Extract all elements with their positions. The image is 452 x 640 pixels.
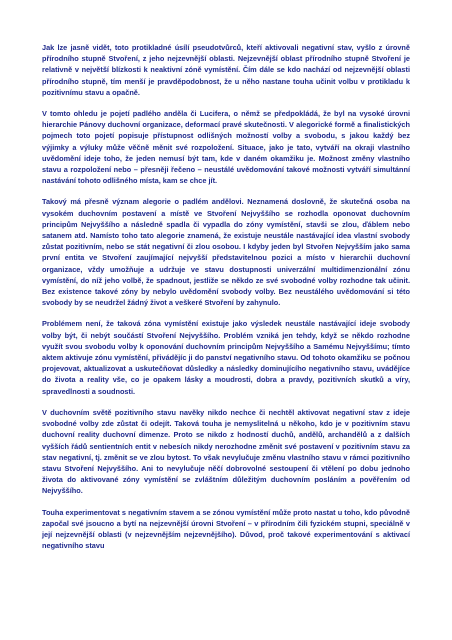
paragraph-5: V duchovním světě pozitivního stavu navěky nikdo nechce či nechtěl aktivovat negativní stav z ideje svobodné volby zde zůstat či odejít. Taková touha je nemyslitelná u někoho, kdo je v pozitivním stavu duchovní reality duchovní dimenze. Proto se nikdo z hodností duchů, andělů, archandělů a z dalších vyšších řádů sentientních entit v nebesích nikdy nerozhodne změnit své postavení v pozitivním stavu za stav negativní, tj. změnit se ve zlou bytost. To však nevylučuje změnu vlastního stavu v rámci pozitivního stavu Stvoření Nejvyššího. Ani to nevylučuje něčí dobrovolné sestoupení či vtělení po dobu jednoho života do aktivované zóny vymístění se zvláštním důležitým duchovním posláním a pověřením od Nejvyššího. <box>42 407 410 496</box>
paragraph-1: Jak lze jasně vidět, toto protikladné úsílí pseudotvůrců, kteří aktivovali negativní stav, vyšlo z úrovně přírodního stupně Stvoření, z jeho nejzevnější oblasti. Nejzevnější oblast přírodního stupně Stvoření je relativně v největší blízkosti k neaktivní zóně vymístění. Čím dále se kdo nachází od nejzevnější oblasti přírodního stupně, tím menší je pravděpodobnost, že u něho nastane touha učinit volbu v protikladu k pozitivnímu stavu a opačně. <box>42 43 410 97</box>
paragraph-6: Touha experimentovat s negativním stavem a se zónou vymístění může proto nastat u toho, kdo původně započal své jsoucno a bytí na nejzevnější úrovni Stvoření – v přírodním čili fyzickém stupni, speciálně v její nejzevnější oblasti (v nejzevnějším nejzevnějšího). Důvod, proč takové experimentování s aktivací negativního stavu <box>42 507 410 551</box>
paragraph-3: Takový má přesně význam alegorie o padlém andělovi. Neznamená doslovně, že skutečná osoba na vysokém duchovním postavení a místě ve Stvoření Nejvyššího se rozhodla oponovat duchovním principům Nejvyššího a následně spadla či vypadla do zóny vymístění, stavši se zlou, ďáblem nebo satanem atd. Namísto toho tato alegorie znamená, že existuje neustále nastávající idea vlastní svobody zůstat pozitivním, nebo se stát negativní či zlou osobou. I kdyby jeden byl Stvořen Nejvyšším jako sama první entita ve Stvoření zaujímající nejvyšší představitelnou pozici a místo v hierarchii duchovní organizace, vždy umožňuje a udržuje ve stavu dostupnosti univerzální multidimenzionální zónu vymístění, do níž jeho volbě, že spadnout, jestliže se někdo ze své svobodné volby rozhodne tak učinit. Bez existence takové zóny by nebylo uvědomění svobody volby. Bez neustálého uvědomování si této svobody by se neudržel žádný život a veškeré Stvoření by zahynulo. <box>42 197 410 308</box>
paragraph-4: Problémem není, že taková zóna vymístění existuje jako výsledek neustále nastávající ideje svobody volby být, či nebýt součástí Stvoření Nejvyššího. Problém vzniká jen tehdy, když se někdo rozhodne využít svou svobodu volby k oponování duchovním principům Nejvyššího a Samému Nejvyššímu; tímto aktem aktivuje zónu vymístění, přivádějíc ji do panství negativního stavu. Od tohoto okamžiku se počnou projevovat, aktualizovat a uskutečňovat důsledky a následky dominujícího negativního stavu, uvádějíce do života a reality vše, co je opakem lásky a moudrosti, dobra a pravdy, pozitivních skutků a víry, spravedlnosti a soudnosti. <box>42 319 410 396</box>
paragraph-2: V tomto ohledu je pojetí padlého anděla či Lucifera, o němž se předpokládá, že byl na vysoké úrovni hierarchie Pánovy duchovní organizace, deformací pravé skutečnosti. V alegorické formě a finalistických pojmech toto pojetí popisuje přístupnost odlišných možností volby a svobodu, s jakou každý bez výjimky a výluky může věčně měnit své rozpoložení. Situace, jako je tato, vytváří na okraji vlastního uvědomění ideje toho, že jeden nemusí být tam, kde v daném okamžiku je. Možnost změny vlastního stavu a rozpoložení nebo – přesněji řečeno – neustálé uvědomování takové možnosti vytváří simultánní nastávání tohoto odlišného místa, kam se chce jít. <box>42 109 410 186</box>
